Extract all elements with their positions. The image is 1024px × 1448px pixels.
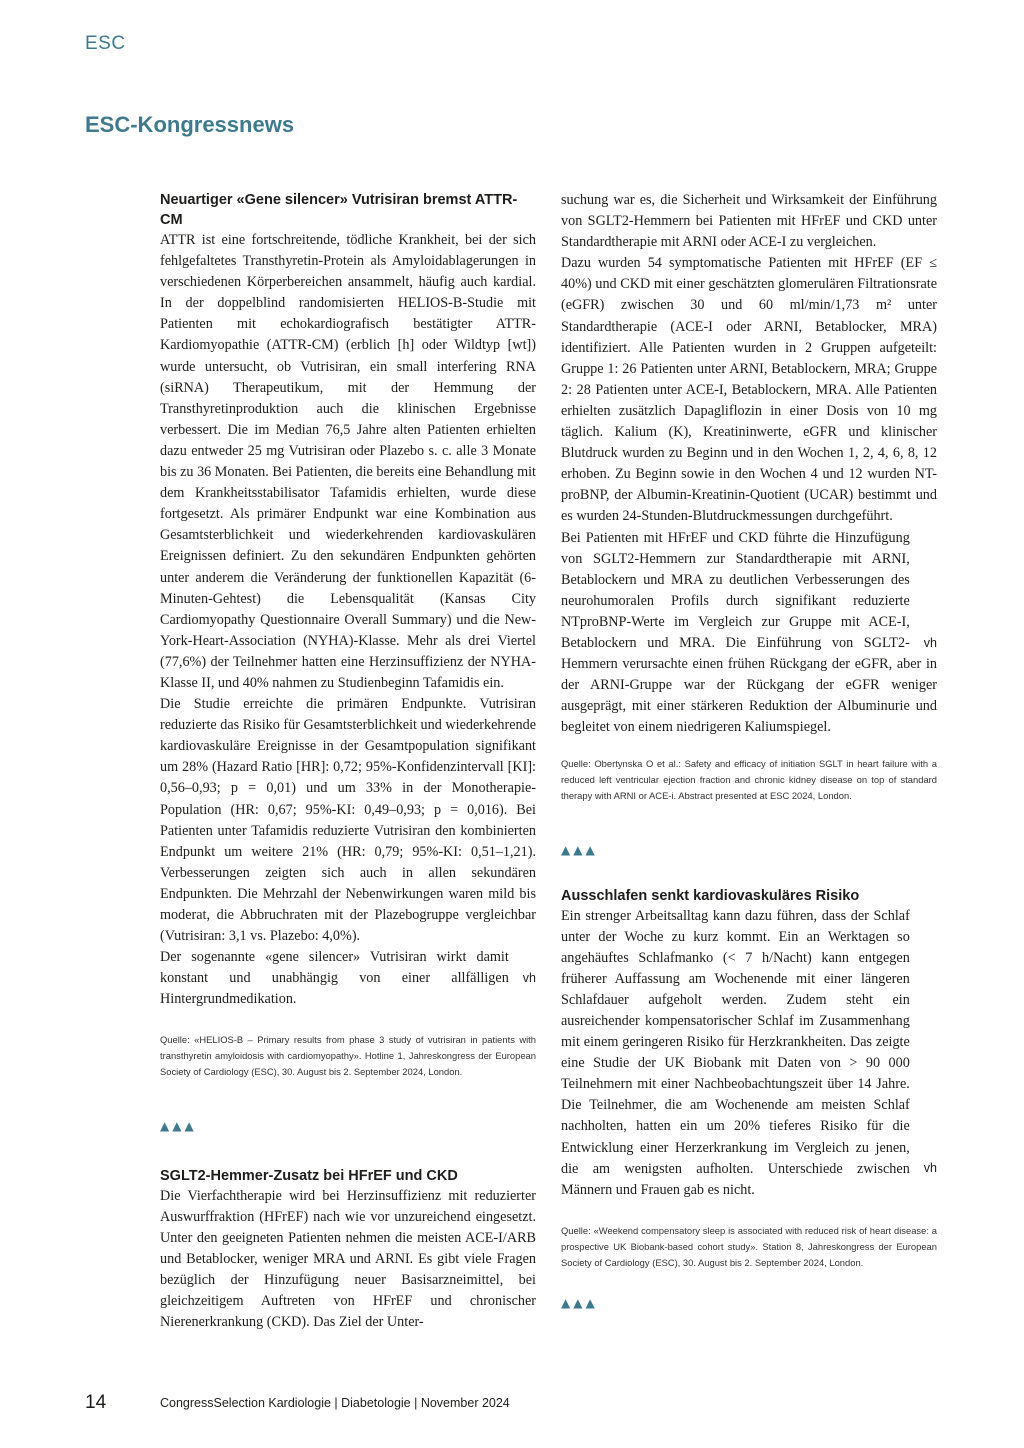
publication-info: CongressSelection Kardiologie | Diabetologie | November 2024 (160, 1396, 510, 1410)
article-paragraph: Die Studie erreichte die primären Endpunkte. Vutrisiran reduzierte das Risiko für Gesamtsterblichkeit und wiederkehrende kardiovaskuläre Ereignisse in der Gesamtpopulation signifikant um 28% (Hazard Ratio [HR]: 0,72; 95%-Konfidenzintervall [KI]: 0,56–0,93; p = 0,01) und um 33% in der Monotherapie-Population (HR: 0,67; 95%-KI: 0,49–0,93; p = 0,016). Bei Patienten unter Tafamidis reduzierte Vutrisiran den kombinierten Endpunkt um weitere 21% (HR: 0,79; 95%-KI: 0,51–1,21). Verbesserungen zeigten sich auch in allen sekundären Endpunkten. Die Mehrzahl der Nebenwirkungen waren mild bis moderat, die Abbruchraten mit der Plazebogruppe vergleichbar (Vutrisiran: 3,1 vs. Plazebo: 4,0%). (160, 696, 536, 945)
article-source: Quelle: Obertynska O et al.: Safety and efficacy of initiation SGLT in heart failure with a reduced left ventricular ejection fraction and chronic kidney disease on top of standard therapy with ARNI or ACE-i. Abstract presented at ESC 2024, London. (561, 758, 937, 802)
article-paragraph: ATTR ist eine fortschreitende, tödliche Krankheit, bei der sich fehlgefaltetes Transthyretin-Protein als Amyloidablagerungen in verschiedenen Körperbereichen ansammelt, häufig auch kardial. In der doppelblind randomisierten HELIOS-B-Studie mit Patienten mit echokardiografisch bestätigter ATTR-Kardiomyopathie (ATTR-CM) (erblich [h] oder Wildtyp [wt]) wurde untersucht, ob Vutrisiran, ein small interfering RNA (siRNA) Therapeutikum, mit der Hemmung der Transthyretinproduktion auch die klinischen Ergebnisse verbessert. Die im Median 76,5 Jahre alten Patienten erhielten dazu entweder 25 mg Vutrisiran oder Plazebo s. c. alle 3 Monate bis zu 36 Monaten. Bei Patienten, die bereits eine Behandlung mit dem Krankheitsstabilisator Tafamidis erhielten, wurde diese fortgesetzt. Als primärer Endpunkt war eine Kombination aus Gesamtsterblichkeit und wiederkehrenden kardiovaskulären Ereignissen definiert. Zu den sekundären Endpunkten gehörten unter anderem die Veränderung der funktionellen Kapazität (6-Minuten-Gehtest) die Lebensqualität (Kansas City Cardiomyopathy Questionnaire Overall Summary) und die New-York-Heart-Association (NYHA)-Klasse. Mehr als drei Viertel (77,6%) der Teilnehmer hatten eine Herzinsuffizienz der NYHA-Klasse II, und 40% nahmen zu Studienbeginn Tafamidis ein. (160, 232, 536, 691)
article-title: Neuartiger «Gene silencer» Vutrisiran bremst ATTR-CM (160, 192, 518, 228)
separator-triangles: ▲▲▲ (160, 1119, 197, 1134)
page-number: 14 (85, 1392, 107, 1413)
article-paragraph-text: Bei Patienten mit HFrEF und CKD führte die Hinzufügung von SGLT2-Hemmern zur Standardtherapie mit ARNI, Betablockern und MRA zu deutlichen Verbesserungen des neurohumoralen Profils durch signifikant reduzierte NTproBNP-Werte im Vergleich zur Gruppe mit ACE-I, Betablockern und MRA. Die Einführung von SGLT2-Hemmern verursachte einen frühen Rückgang der eGFR, aber in der ARNI-Gruppe war der Rückgang der eGFR weniger ausgeprägt, mit einer stärkeren Reduktion der Albuminurie und begleitet von einem niedrigeren Kaliumspiegel. (561, 529, 937, 736)
article-paragraph (561, 528, 937, 739)
article-paragraph: suchung war es, die Sicherheit und Wirksamkeit der Einführung von SGLT2-Hemmern bei Patienten mit HFrEF und CKD unter Standardtherapie mit ARNI oder ACE-I zu vergleichen. (561, 192, 937, 251)
article-source: Quelle: «HELIOS-B – Primary results from phase 3 study of vutrisiran in patients with transthyretin amyloidosis with cardiomyopathy». Hotline 1, Jahreskongress der European Society of Cardiology (ESC), 30. August bis 2. September 2024, London. (160, 1034, 536, 1078)
page-heading: ESC-Kongressnews (85, 112, 295, 137)
section-tag: ESC (85, 33, 126, 54)
article-title: SGLT2-Hemmer-Zusatz bei HFrEF und CKD (160, 1167, 458, 1184)
article-paragraph-text: Der sogenannte «gene silencer» Vutrisiran wirkt damit konstant und unabhängig von einer allfälligen Hintergrundmedikation. (160, 949, 509, 1008)
article-sglt2-continued (561, 190, 937, 804)
article-title: Ausschlafen senkt kardiovaskuläres Risiko (561, 887, 860, 904)
article-sglt2 (160, 1166, 536, 1334)
separator-triangles: ▲▲▲ (561, 843, 598, 858)
article-paragraph: Die Vierfachtherapie wird bei Herzinsuffizienz mit reduzierter Auswurffraktion (HFrEF) nach wie vor unzureichend eingesetzt. Unter den geeigneten Patienten nehmen die meisten ACE-I/ARB und Betablocker, weniger MRA und ARNI. Es gibt viele Fragen bezüglich der Hinzufügung neuer Basisarzneimittel, bei gleichzeitigem Auftreten von HFrEF und chronischer Nierenerkrankung (CKD). Das Ziel der Unter- (160, 1187, 536, 1331)
separator-triangles: ▲▲▲ (561, 1295, 598, 1310)
left-column (160, 190, 536, 1333)
article-source: Quelle: «Weekend compensatory sleep is associated with reduced risk of heart disease: a prospective UK Biobank-based cohort study». Station 8, Jahreskongress der European Society of Cardiology (ESC), 30. August bis 2. September 2024, London. (561, 1224, 937, 1268)
author-initials: vh (923, 1160, 937, 1175)
author-initials: vh (522, 971, 536, 986)
article-paragraph (160, 947, 536, 1010)
article-paragraph (561, 906, 937, 1201)
author-initials: vh (923, 635, 937, 650)
article-vutrisiran (160, 190, 536, 1080)
article-paragraph: Dazu wurden 54 symptomatische Patienten mit HFrEF (EF ≤ 40%) und CKD mit einer geschätzten glomerulären Filtrationsrate (eGFR) zwischen 30 und 60 ml/min/1,73 m² unter Standardtherapie (ACE-I oder ARNI, Betablocker, MRA) identifiziert. Alle Patienten wurden in 2 Gruppen aufgeteilt: Gruppe 1: 26 Patienten unter ARNI, Betablockern, MRA; Gruppe 2: 28 Patienten unter ACE-I, Betablockern, MRA. Alle Patienten erhielten zusätzlich Dapagliflozin in einer Dosis von 10 mg täglich. Kalium (K), Kreatininwerte, eGFR und klinischer Blutdruck wurden zu Beginn und in den Wochen 1, 2, 4, 6, 8, 12 erhoben. Zu Beginn sowie in den Wochen 4 und 12 wurden NT-proBNP, der Albumin-Kreatinin-Quotient (UCAR) bestimmt und es wurden 24-Stunden-Blutdruckmessungen durchgeführt. (561, 255, 937, 525)
right-column (561, 190, 937, 1314)
article-sleep (561, 886, 937, 1271)
article-paragraph-text: Ein strenger Arbeitsalltag kann dazu führen, dass der Schlaf unter der Woche zu kurz kommt. Ein an Werktagen so angehäuftes Schlafmanko (< 7 h/Nacht) kann entgegen früherer Auffassung am Wochenende mit einer längeren Schlafdauer aufgeholt werden. Zudem steht ein ausreichender kompensatorischer Schlaf im Zusammenhang mit einem geringeren Risiko für Herzkrankheiten. Das zeigte eine Studie der UK Biobank mit Daten von > 90 000 Teilnehmern mit einer Nachbeobachtungszeit über 14 Jahre. Die Teilnehmer, die am Wochenende am meisten Schlaf nachholten, hatten ein um 20% tieferes Risiko für die Entwicklung einer Herzerkrankung im Vergleich zu jenen, die am wenigsten aufholten. Unterschiede zwischen Männern und Frauen gab es nicht. (561, 907, 910, 1198)
